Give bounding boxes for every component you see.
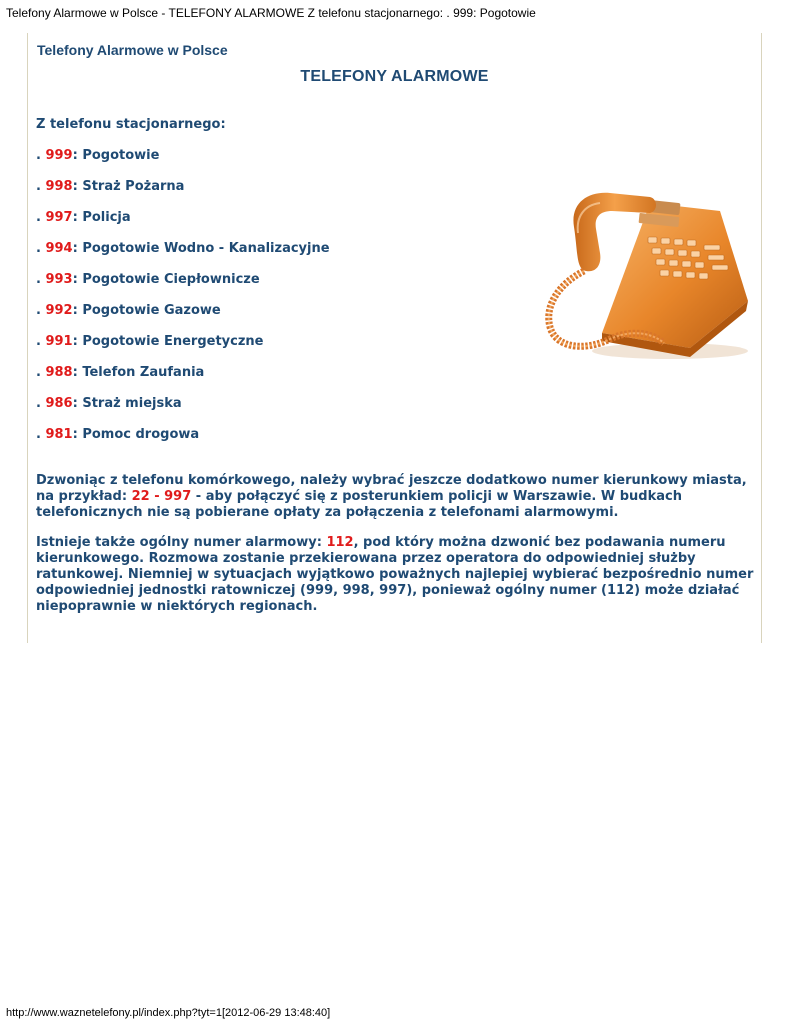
- emergency-number: 986: [45, 396, 73, 411]
- mobile-info-paragraph: Dzwoniąc z telefonu komórkowego, należy wybrać jeszcze dodatkowo numer kierunkowy miasta, na przykład: 22 - 997 - aby połączyć się z posterunkiem policji w Warszawie. W budkach telefonicznych nie są pobierane opłaty za połączenia z telefonami alarmowymi.: [36, 473, 747, 520]
- list-item: . 991: Pogotowie Energetyczne: [36, 334, 264, 349]
- list-item: . 997: Policja: [36, 210, 131, 225]
- list-item: . 986: Straż miejska: [36, 396, 182, 411]
- landline-heading: Z telefonu stacjonarnego:: [36, 117, 226, 132]
- page-footer: http://www.waznetelefony.pl/index.php?tyt=1[2012-06-29 13:48:40]: [6, 1007, 331, 1019]
- list-item: . 993: Pogotowie Ciepłownicze: [36, 272, 260, 287]
- emergency-number: 997: [45, 210, 73, 225]
- page-header: Telefony Alarmowe w Polsce - TELEFONY ALARMOWE Z telefonu stacjonarnego: . 999: Pogotowie: [6, 6, 536, 20]
- emergency-number: 998: [45, 179, 73, 194]
- emergency-number: 999: [45, 148, 73, 163]
- emergency-number: 991: [45, 334, 73, 349]
- list-item: . 992: Pogotowie Gazowe: [36, 303, 221, 318]
- list-item: . 994: Pogotowie Wodno - Kanalizacyjne: [36, 241, 330, 256]
- example-number: 22 - 997: [131, 489, 192, 504]
- list-item: . 981: Pomoc drogowa: [36, 427, 200, 442]
- general-number-paragraph: Istnieje także ogólny numer alarmowy: 112, pod który można dzwonić bez podawania numeru kierunkowego. Rozmowa zostanie przekierowana przez operatora do odpowiedniej służby ratunkowej. Niemniej w sytuacjach wyjątkowo poważnych najlepiej wybierać bezpośrednio numer odpowiedniej jednostki ratowniczej (999, 998, 997), ponieważ ogólny numer (112) może działać niepoprawnie w niektórych regionach.: [36, 535, 754, 614]
- emergency-number: 988: [45, 365, 73, 380]
- emergency-number: 993: [45, 272, 73, 287]
- list-item: . 998: Straż Pożarna: [36, 179, 185, 194]
- emergency-number: 992: [45, 303, 73, 318]
- emergency-number: 994: [45, 241, 73, 256]
- list-item: . 999: Pogotowie: [36, 148, 160, 163]
- page-title: TELEFONY ALARMOWE: [300, 68, 489, 85]
- site-title[interactable]: Telefony Alarmowe w Polsce: [37, 42, 228, 58]
- list-item: . 988: Telefon Zaufania: [36, 365, 205, 380]
- emergency-number-list: [36, 148, 330, 458]
- general-emergency-number: 112: [326, 535, 354, 550]
- emergency-number: 981: [45, 427, 73, 442]
- telephone-icon: [540, 183, 750, 365]
